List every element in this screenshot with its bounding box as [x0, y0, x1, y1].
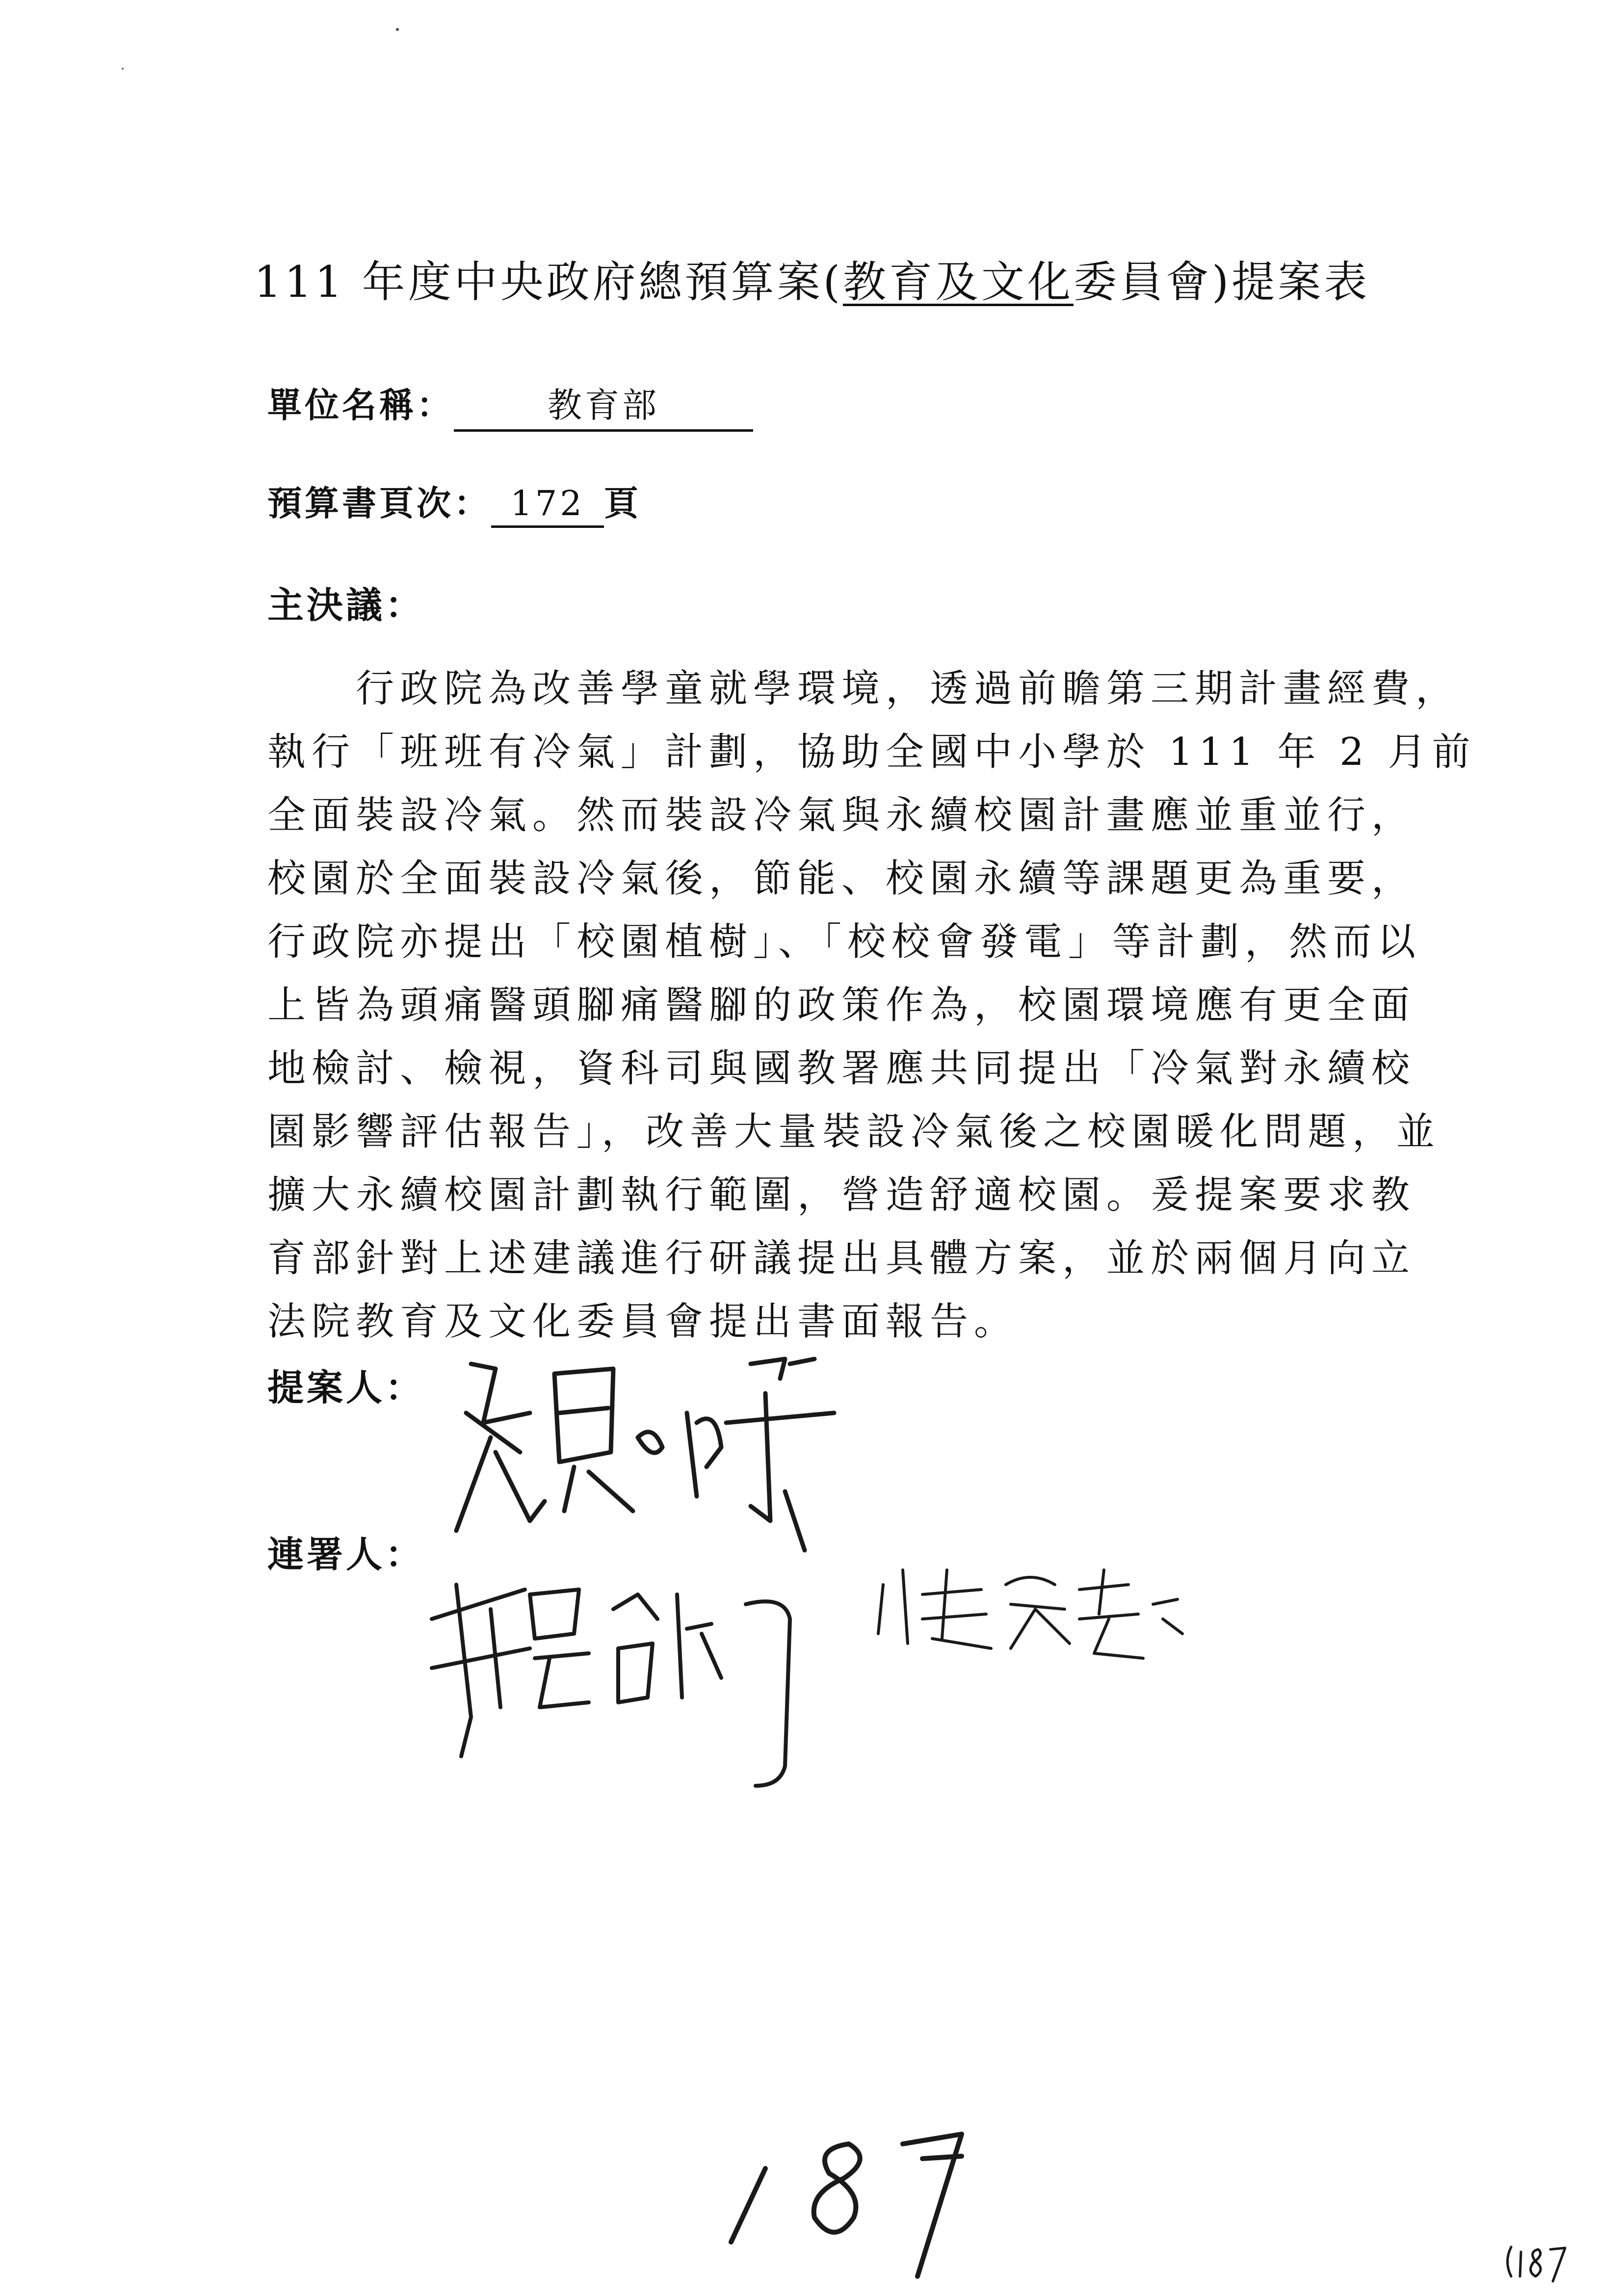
title-suffix: 委員會)提案表 — [1073, 257, 1370, 307]
body-line: 育部針對上述建議進行研議提出具體方案，並於兩個月向立 — [267, 1236, 1416, 1280]
scan-speck — [396, 28, 399, 31]
scan-speck — [122, 68, 124, 70]
cosigner-signature-2 — [878, 1570, 1182, 1658]
proposer-label: 提案人： — [267, 1367, 424, 1409]
body-line: 法院教育及文化委員會提出書面報告。 — [267, 1300, 1019, 1344]
body-line: 行政院為改善學童就學環境，透過前瞻第三期計畫經費， — [267, 667, 1460, 711]
body-line: 校園於全面裝設冷氣後，節能、校園永續等課題更為重要， — [267, 857, 1416, 901]
title-prefix: 111 年度中央政府總預算案( — [254, 257, 843, 307]
body-line: 行政院亦提出「校園植樹」、「校校會發電」等計劃，然而以 — [267, 920, 1422, 964]
body-line: 全面裝設冷氣。然而裝設冷氣與永續校園計畫應並重並行， — [267, 793, 1416, 837]
body-line: 擴大永續校園計劃執行範圍，營造舒適校園。爰提案要求教 — [267, 1173, 1416, 1217]
handwritten-page-number — [731, 2134, 962, 2276]
title-committee: 教育及文化 — [842, 257, 1074, 307]
corner-page-number — [1508, 2247, 1566, 2281]
body-line: 執行「班班有冷氣」計劃，協助全國中小學於 111 年 2 月前 — [267, 730, 1476, 774]
page-value: 172 — [491, 483, 604, 528]
page-unit: 頁 — [604, 483, 641, 523]
unit-value: 教育部 — [454, 378, 753, 432]
body-line: 地檢討、檢視，資科司與國教署應共同提出「冷氣對永續校 — [267, 1046, 1416, 1091]
unit-label: 單位名稱： — [267, 385, 454, 425]
body-line: 上皆為頭痛醫頭腳痛醫腳的政策作為，校園環境應有更全面 — [267, 983, 1416, 1027]
proposer-signature — [456, 1359, 834, 1550]
cosigner-signature-1 — [432, 1585, 790, 1786]
resolution-label: 主決議： — [267, 584, 424, 626]
cosigner-label: 連署人： — [267, 1534, 424, 1576]
page-label: 預算書頁次： — [267, 483, 491, 523]
body-line: 園影響評估報告」，改善大量裝設冷氣後之校園暖化問題，並 — [267, 1110, 1441, 1154]
